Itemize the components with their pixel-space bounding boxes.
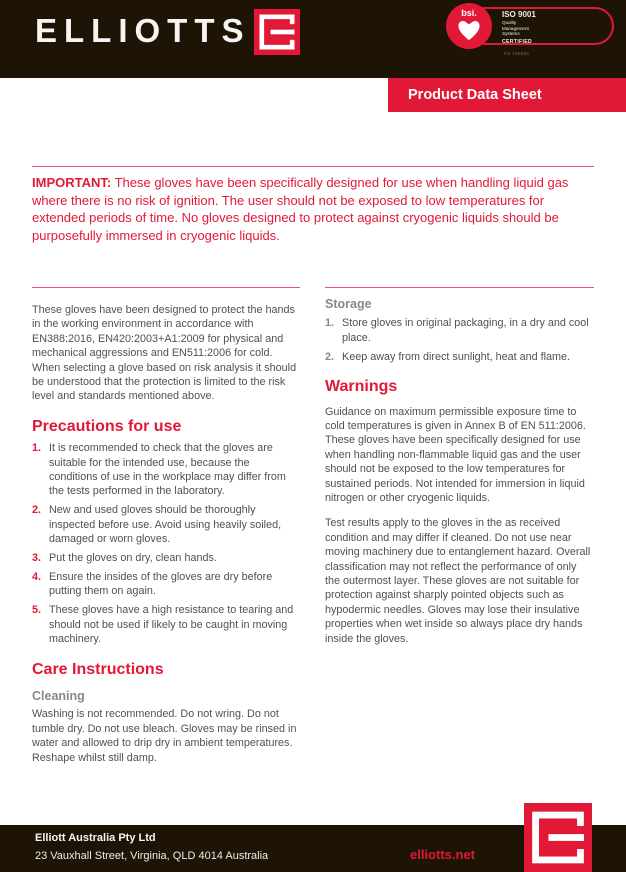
precautions-list xyxy=(32,441,300,646)
important-label: IMPORTANT: xyxy=(32,175,112,190)
list-item xyxy=(32,570,300,599)
storage-subheading: Storage xyxy=(325,297,372,311)
left-column xyxy=(32,295,300,765)
bsi-line: Systems xyxy=(502,31,520,37)
bsi-line: Management xyxy=(502,25,529,31)
bsi-heart-icon xyxy=(457,19,481,41)
warnings-heading: Warnings xyxy=(325,378,398,396)
list-item xyxy=(32,603,300,646)
bsi-badge-text xyxy=(502,11,536,45)
precautions-heading: Precautions for use xyxy=(32,417,182,435)
elliotts-wordmark: ELLIOTTS xyxy=(35,12,251,49)
elliotts-e-logo-icon xyxy=(524,803,592,872)
storage-list xyxy=(325,316,594,364)
list-number: 3. xyxy=(32,552,42,565)
list-number: 2. xyxy=(325,350,335,363)
list-number: 1. xyxy=(32,442,42,455)
document-type-banner xyxy=(388,78,626,112)
important-notice xyxy=(32,174,577,244)
cleaning-paragraph: Washing is not recommended. Do not wring. Do not tumble dry. Do not use bleach. Gloves may be rinsed in water and allowed to drip dry in ambient temperatures. Reshape whilst still damp. xyxy=(32,708,297,764)
warnings-paragraph: Test results apply to the gloves in the as received condition and may differ if cleaned. Do not use near moving machinery due to entanglement hazard. Overall classification may not reflect the performance of only the outermost layer. These gloves are not suitable for protection against sharply pointed objects such as hypodermic needles. Gloves may lose their insulative properties when wet inside so always place dry hands inside the gloves. xyxy=(325,517,591,645)
footer-address: 23 Vauxhall Street, Virginia, QLD 4014 Australia xyxy=(35,850,269,862)
list-item xyxy=(32,551,300,565)
list-text: New and used gloves should be thoroughly inspected before use. Avoid using heavily soiled, damaged or worn gloves. xyxy=(49,504,282,546)
list-text: It is recommended to check that the gloves are suitable for the intended use, because the conditions of use in the workplace may differ from the tests performed in the laboratory. xyxy=(49,442,286,498)
banner-title: Product Data Sheet xyxy=(408,87,542,103)
bsi-iso-label: ISO 9001 xyxy=(502,10,536,19)
important-text: These gloves have been specifically designed for use when handling liquid gas where there is no risk of ignition. The user should not be exposed to low temperatures for extended periods of time. No gloves designed to protect against cryogenic liquids should be purposefully immersed in cryogenic liquids. xyxy=(32,175,569,243)
list-number: 5. xyxy=(32,604,42,617)
list-item xyxy=(32,441,300,499)
bsi-certification-badge xyxy=(446,2,621,60)
cleaning-subheading: Cleaning xyxy=(32,688,85,703)
right-column xyxy=(325,295,594,646)
warnings-paragraph: Guidance on maximum permissible exposure time to cold temperatures is given in Annex B of EN 511:2006. These gloves have been specifically designed for use when handling non-flammable liquid gas and the user should not be exposed to the low temperatures for sustained periods. Not intended for immersion in liquid nitrogen or other cryogenic liquids. xyxy=(325,405,586,504)
list-text: Ensure the insides of the gloves are dry before putting them on again. xyxy=(49,570,273,598)
header-bar xyxy=(0,0,626,78)
intro-paragraph: These gloves have been designed to protect the hands in the working environment in accordance with EN388:2016, EN420:2003+A1:2009 for physical and mechanical aggressions and EN511:2006 for cold. When selecting a glove based on risk analysis it should be understood that the protection is limited to the risk level and standards mentioned above. xyxy=(32,304,297,403)
bsi-logo-text: bsi. xyxy=(461,8,477,18)
list-item xyxy=(32,503,300,546)
bsi-certificate-number: FS 740582 xyxy=(504,51,530,56)
list-number: 2. xyxy=(32,504,42,517)
care-instructions-heading: Care Instructions xyxy=(32,660,164,678)
divider-line xyxy=(325,287,594,288)
bsi-certified-label: CERTIFIED xyxy=(502,39,533,45)
list-number: 4. xyxy=(32,570,42,583)
footer-company-name: Elliott Australia Pty Ltd xyxy=(35,832,156,844)
bsi-logo-icon xyxy=(446,3,492,49)
divider-line xyxy=(32,287,300,288)
bsi-line: Quality xyxy=(502,19,517,25)
elliotts-e-logo-icon xyxy=(254,9,300,55)
divider-line xyxy=(32,166,594,167)
list-text: Keep away from direct sunlight, heat and flame. xyxy=(342,350,571,363)
website-link[interactable]: elliotts.net xyxy=(410,847,476,862)
list-item xyxy=(325,350,594,364)
list-item xyxy=(325,316,594,345)
list-text: Store gloves in original packaging, in a dry and cool place. xyxy=(342,317,589,344)
list-text: Put the gloves on dry, clean hands. xyxy=(49,552,217,565)
list-text: These gloves have a high resistance to tearing and should not be used if likely to be caught in moving machinery. xyxy=(49,604,294,646)
list-number: 1. xyxy=(325,317,335,330)
